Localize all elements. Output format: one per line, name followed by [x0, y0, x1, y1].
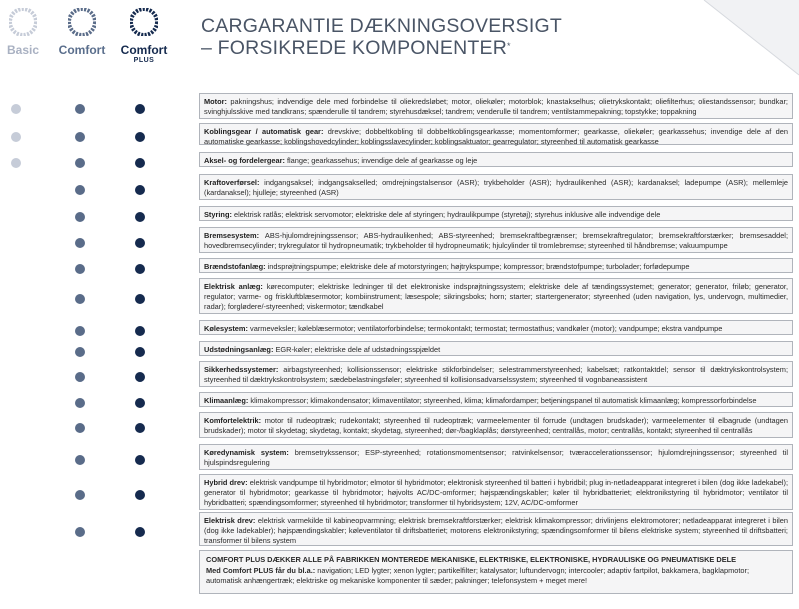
page-title-mark: *	[507, 41, 511, 51]
coverage-row	[0, 444, 799, 470]
coverage-description	[199, 412, 793, 438]
corner-fold-decoration	[599, 0, 799, 90]
coverage-description	[199, 258, 793, 273]
component-list: EGR-køler; elektriske dele af udstødningsspjældet	[275, 345, 441, 354]
comfort-coverage-dot	[75, 212, 85, 222]
component-group-label: Brændstofanlæg	[204, 262, 264, 271]
coverage-description	[199, 174, 793, 200]
comfort-coverage-dot	[75, 185, 85, 195]
comfort-plus-coverage-dot	[135, 264, 145, 274]
comfort-coverage-dot	[75, 527, 85, 537]
comfort-plus-label: Comfort	[120, 43, 168, 57]
label-separator: :	[320, 127, 328, 136]
basic-label: Basic	[6, 43, 40, 57]
coverage-row	[0, 278, 799, 314]
component-list: flange; gearkassehus; invendige dele af gearkasse og leje	[286, 156, 478, 165]
comfort-plus-coverage-dot	[135, 158, 145, 168]
coverage-row	[0, 341, 799, 356]
component-list: elektrisk ratlås; elektrisk servomotor; elektriske dele af styringen; hydraulikpumpe (styretøj); styrehus inklusive alle indvendige dele	[233, 210, 661, 219]
comfort-plus-coverage-dot	[135, 423, 145, 433]
coverage-row	[0, 206, 799, 221]
coverage-description	[199, 123, 793, 145]
footer-lead: Med Comfort PLUS får du bl.a.:	[206, 566, 316, 575]
component-list: klimakompressor; klimakondensator; klimaventilator; styreenhed, klima; klimafordamper; betjeningspanel til automatisk klimaanlæg; kompressorforbindelse	[250, 396, 757, 405]
comfort-plus-coverage-dot	[135, 527, 145, 537]
component-list: indsprøjtningspumpe; elektriske dele af motorstyringen; højtrykspumpe; kompressor; brændstofpumpe; turbolader; forfødepumpe	[267, 262, 690, 271]
comfort-plus-seal-icon	[130, 8, 158, 36]
comfort-plus-coverage-dot	[135, 490, 145, 500]
footer-heading: COMFORT PLUS DÆKKER ALLE PÅ FABRIKKEN MONTEREDE MEKANISKE, ELEKTRISKE, ELEKTRONISKE, HYDRAULISKE OG PNEUMATISKE DELE	[206, 555, 737, 564]
component-list: elektrisk vandpumpe til hybridmotor; elmotor til hybridmotor; elektronisk styreenhed til batteri i hybridbil; plug in-netladeapparat integreret i bilen (dog ikke ladekabel); generator til hybridmotor; gearkasse til hybridmotor; højvolts AC/DC-omformer; højspændingskabler; køler til hybridbatteriet; elektronikstyring til hybridmotor; ventilator til hybridbatteri; spændingsomformer; styreenhed til hybridmotor; transformer til hybridsystem; 12V, AC/DC-omformer	[204, 478, 789, 507]
component-list: varmeveksler; køleblæsermotor; ventilatorforbindelse; termokontakt; termostat; termostathus; vandkøler (motor); vandpumpe; ekstra vandpumpe	[250, 324, 723, 333]
label-separator: :	[258, 416, 265, 425]
footer-text: navigation; LED lygter; xenon lygter; partikelfilter; katalysator; luftundervogn; intercooler; adaptiv fartpilot, bakkamera, bagklapmotor; automatisk anhængertræk; elektriske og mekaniske komponenter til sæder; pakninger; telefonsystem + meget mere!	[206, 566, 750, 585]
coverage-row	[0, 123, 799, 145]
basic-coverage-dot	[11, 158, 21, 168]
comfort-plus-coverage-dot	[135, 104, 145, 114]
comfort-coverage-dot	[75, 490, 85, 500]
coverage-description	[199, 361, 793, 387]
comfort-plus-coverage-dot	[135, 372, 145, 382]
component-group-label: Køredynamisk system	[204, 448, 287, 457]
basic-coverage-dot	[11, 132, 21, 142]
label-separator: :	[229, 210, 234, 219]
page-title-line2	[201, 37, 562, 59]
comfort-plus-coverage-dot	[135, 238, 145, 248]
plan-logos	[0, 0, 180, 90]
label-separator: :	[270, 345, 276, 354]
comfort-logo	[57, 8, 107, 57]
coverage-row	[0, 174, 799, 200]
comfort-label: Comfort	[58, 43, 106, 57]
coverage-row	[0, 474, 799, 510]
label-separator: :	[260, 282, 267, 291]
page-title-line1: CARGARANTIE DÆKNINGSOVERSIGT	[201, 15, 562, 37]
coverage-description	[199, 206, 793, 221]
coverage-row	[0, 361, 799, 387]
component-group-label: Kraftoverførsel	[204, 178, 257, 187]
label-separator: :	[252, 516, 258, 525]
coverage-description	[199, 474, 793, 510]
component-list: indgangsaksel; indgangsakselled; omdrejningstalsensor (ASR); trykbeholder (ASR); hydraulikenhed (ASR); kardanaksel; ladepumpe (ASR); mellemleje (kardanaksel); hjulleje; styreenhed (ASR)	[204, 178, 789, 197]
component-group-label: Kølesystem	[204, 324, 246, 333]
coverage-description	[199, 93, 793, 119]
component-group-label: Motor	[204, 97, 225, 106]
basic-coverage-dot	[11, 104, 21, 114]
component-group-label: Udstødningsanlæg	[204, 345, 271, 354]
coverage-description	[199, 320, 793, 335]
component-group-label: Bremsesystem	[204, 231, 257, 240]
coverage-description	[199, 392, 793, 407]
comfort-coverage-dot	[75, 104, 85, 114]
comfort-plus-coverage-dot	[135, 294, 145, 304]
comfort-coverage-dot	[75, 398, 85, 408]
page-title	[201, 15, 562, 59]
page-title-line2-text: – FORSIKREDE KOMPONENTER	[201, 37, 508, 59]
basic-seal-icon	[9, 8, 37, 36]
coverage-description	[199, 444, 793, 470]
coverage-row	[0, 227, 799, 253]
coverage-description	[199, 512, 793, 546]
footer-body	[206, 566, 786, 586]
coverage-row	[0, 392, 799, 407]
component-group-label: Styring	[204, 210, 230, 219]
label-separator: :	[256, 231, 265, 240]
comfort-coverage-dot	[75, 455, 85, 465]
comfort-coverage-dot	[75, 326, 85, 336]
component-list: elektrisk varmekilde til kabineopvarmning; elektrisk bremsekraftforstærker; elektrisk klimakompressor; drivlinjens elektromotorer; netladeapparat integreret i bilen (dog ikke ladekabler); højspændingskabler; køleventilator til driftsbatteriet; motorens elektronikstyring; spændingsomformer til bilens elektriske system; styreenhed til driftsbatteri; transformer til bilens system	[204, 516, 789, 545]
component-group-label: Aksel- og fordelergear	[204, 156, 283, 165]
coverage-row	[0, 152, 799, 167]
component-list: motor til rudeoptræk; rudekontakt; styreenhed til rudeoptræk; varmeelementer til forrude (undtagen brudskader); varmeelementer til elbagrude (undtagen brudskader); motor til skydetag; skydetag, kontakt; skydetag, styreenhed; dør-/bagklaplås; dørstyreenhed; centrallås, motor; centrallås, kontakt; styreenhed til centrallås	[204, 416, 788, 435]
coverage-row	[0, 320, 799, 335]
component-group-label: Elektrisk drev	[204, 516, 253, 525]
label-separator: :	[263, 262, 268, 271]
comfort-seal-icon	[68, 8, 96, 36]
component-list: drevskive; dobbeltkobling til dobbeltkoblingsgearkasse; momentomformer; gearkasse, oliekøler; gearkassehus; invendige dele af den automatiske gearkasse; koblingshovedcylinder; koblingsslavecylinder; koblingsaktuator; gearregulator; styreenhed til automatisk gearkasse	[204, 127, 788, 146]
coverage-description	[199, 278, 793, 314]
comfort-coverage-dot	[75, 372, 85, 382]
comfort-plus-coverage-dot	[135, 212, 145, 222]
component-list: airbagstyreenhed; kollisionssensor; elektriske stikforbindelser; selestrammerstyreenhed; kabelsæt; ratkontaktdel; sensor til dæktrykskontrolsystem; styreenhed til dæktrykskontrolsystem; sædebelastningsføler; styreenhed til kollisionsadvarselssystem; styreenhed til vognbaneassistent	[204, 365, 788, 384]
label-separator: :	[224, 97, 231, 106]
component-group-label: Elektrisk anlæg	[204, 282, 261, 291]
component-group-label: Klimaanlæg	[204, 396, 246, 405]
component-group-label: Koblingsgear / automatisk gear	[204, 127, 321, 136]
component-list: pakningshus; indvendige dele med forbindelse til oliekredsløbet; motor, oliekøler; motorblok; knastakselhus; olietrykskontakt; oliefilterhus; oliestandssensor; bundkar; svinghjulsskive med tandkrans; spænderulle til tandrem; styrehusdæksel; tandrem; venderulle til tandrem; ventilstammepakning; topstykke; toppakning	[204, 97, 788, 116]
comfort-plus-coverage-dot	[135, 455, 145, 465]
comfort-plus-coverage-dot	[135, 347, 145, 357]
comfort-coverage-dot	[75, 132, 85, 142]
comfort-coverage-dot	[75, 158, 85, 168]
basic-logo	[5, 8, 41, 57]
comfort-coverage-dot	[75, 423, 85, 433]
component-list: kørecomputer; elektriske ledninger til det elektroniske indsprøjtningssystem; elektriske dele af tændingssystemet; generator; generator, friløb; generator, regulator; varme- og friskluftblæsermotor; kombiinstrument; læsespole; sikringsboks; horn; starter; startergenerator; styreenhed (uden navigation, lys, undervogn, multimedier, radar); forglødere/-styreenhed; viskermotor; tændkabel	[204, 282, 789, 311]
component-group-label: Komfortelektrik	[204, 416, 259, 425]
comfort-coverage-dot	[75, 294, 85, 304]
component-group-label: Sikkerhedssystemer	[204, 365, 276, 374]
label-separator: :	[286, 448, 295, 457]
coverage-description	[199, 227, 793, 253]
comfort-coverage-dot	[75, 264, 85, 274]
comfort-coverage-dot	[75, 347, 85, 357]
component-group-label: Hybrid drev	[204, 478, 246, 487]
comfort-plus-logo	[118, 8, 170, 65]
coverage-row	[0, 412, 799, 438]
coverage-description	[199, 341, 793, 356]
label-separator: :	[256, 178, 265, 187]
coverage-description	[199, 152, 793, 167]
component-list: ABS-hjulomdrejningssensor; ABS-hydraulikenhed; ABS-styreenhed; bremsekraftbegrænser; bremsekraftregulator; bremsekraftforstærker; bremsesaddel; hovedbremsecylinder; trykregulator til hydropneumatik; trykbeholder til hydropneumatik; hjulcylinder til tromlebremse; styreenhed til håndbremse; vakuumpumpe	[204, 231, 788, 250]
component-list: bremsetrykssensor; ESP-styreenhed; rotationsmomentsensor; ratvinkelsensor; tværaccelerationssensor; hjulomdrejningssensor; styreenhed til hjulspindsregulering	[204, 448, 788, 467]
comfort-coverage-dot	[75, 238, 85, 248]
coverage-row	[0, 258, 799, 273]
comfort-plus-coverage-dot	[135, 326, 145, 336]
comfort-plus-sublabel: PLUS	[133, 57, 155, 64]
label-separator: :	[245, 324, 251, 333]
comfort-plus-coverage-dot	[135, 185, 145, 195]
comfort-plus-coverage-dot	[135, 398, 145, 408]
label-separator: :	[275, 365, 284, 374]
label-separator: :	[245, 478, 250, 487]
comfort-plus-footer	[199, 550, 793, 594]
coverage-row	[0, 512, 799, 546]
label-separator: :	[282, 156, 287, 165]
coverage-row	[0, 93, 799, 119]
comfort-plus-coverage-dot	[135, 132, 145, 142]
label-separator: :	[245, 396, 251, 405]
